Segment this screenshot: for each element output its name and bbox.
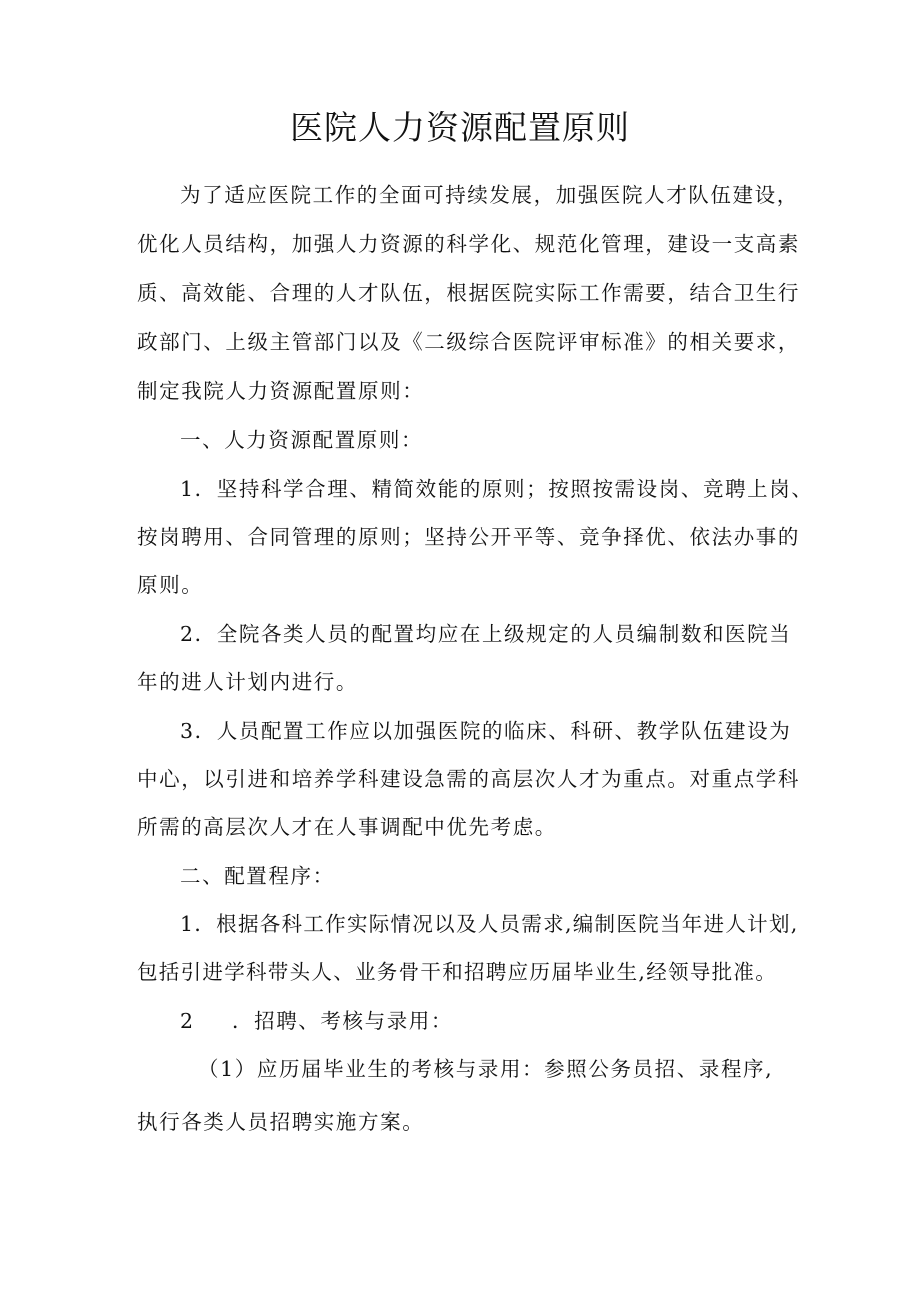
section-heading: 一、人力资源配置原则：	[180, 428, 424, 452]
paragraph-line: 1．根据各科工作实际情况以及人员需求,编制医院当年进人计划,	[180, 912, 799, 936]
paragraph-line: 中心，以引进和培养学科建设急需的高层次人才为重点。对重点学科	[137, 767, 800, 791]
document-title: 医院人力资源配置原则	[290, 108, 630, 147]
paragraph-line: 制定我院人力资源配置原则：	[137, 379, 425, 403]
section-heading: 二、配置程序：	[180, 864, 335, 888]
paragraph-line: 包括引进学科带头人、业务骨干和招聘应历届毕业生,经领导批准。	[137, 960, 778, 984]
paragraph-line: 原则。	[137, 573, 204, 597]
paragraph-line: 1．坚持科学合理、精简效能的原则；按照按需设岗、竞聘上岗、	[180, 477, 814, 501]
paragraph-line: （1）应历届毕业生的考核与录用：参照公务员招、录程序,	[198, 1057, 774, 1081]
paragraph-line: 质、高效能、合理的人才队伍，根据医院实际工作需要，结合卫生行	[137, 281, 800, 305]
paragraph-line: ．招聘、考核与录用：	[232, 1009, 453, 1033]
paragraph-line: 3．人员配置工作应以加强医院的临床、科研、教学队伍建设为	[180, 719, 792, 743]
paragraph-line: 优化人员结构，加强人力资源的科学化、规范化管理，建设一支高素	[137, 232, 800, 256]
paragraph-line: 2．全院各类人员的配置均应在上级规定的人员编制数和医院当	[180, 622, 792, 646]
paragraph-line: 执行各类人员招聘实施方案。	[137, 1110, 425, 1134]
paragraph-line: 年的进人计划内进行。	[137, 670, 358, 694]
paragraph-line: 所需的高层次人才在人事调配中优先考虑。	[137, 815, 557, 839]
item-number: 2	[180, 1009, 195, 1033]
paragraph-line: 政部门、上级主管部门以及《二级综合医院评审标准》的相关要求，	[137, 330, 800, 354]
paragraph-line: 为了适应医院工作的全面可持续发展，加强医院人才队伍建设，	[180, 183, 799, 207]
paragraph-line: 按岗聘用、合同管理的原则；坚持公开平等、竞争择优、依法办事的	[137, 525, 800, 549]
